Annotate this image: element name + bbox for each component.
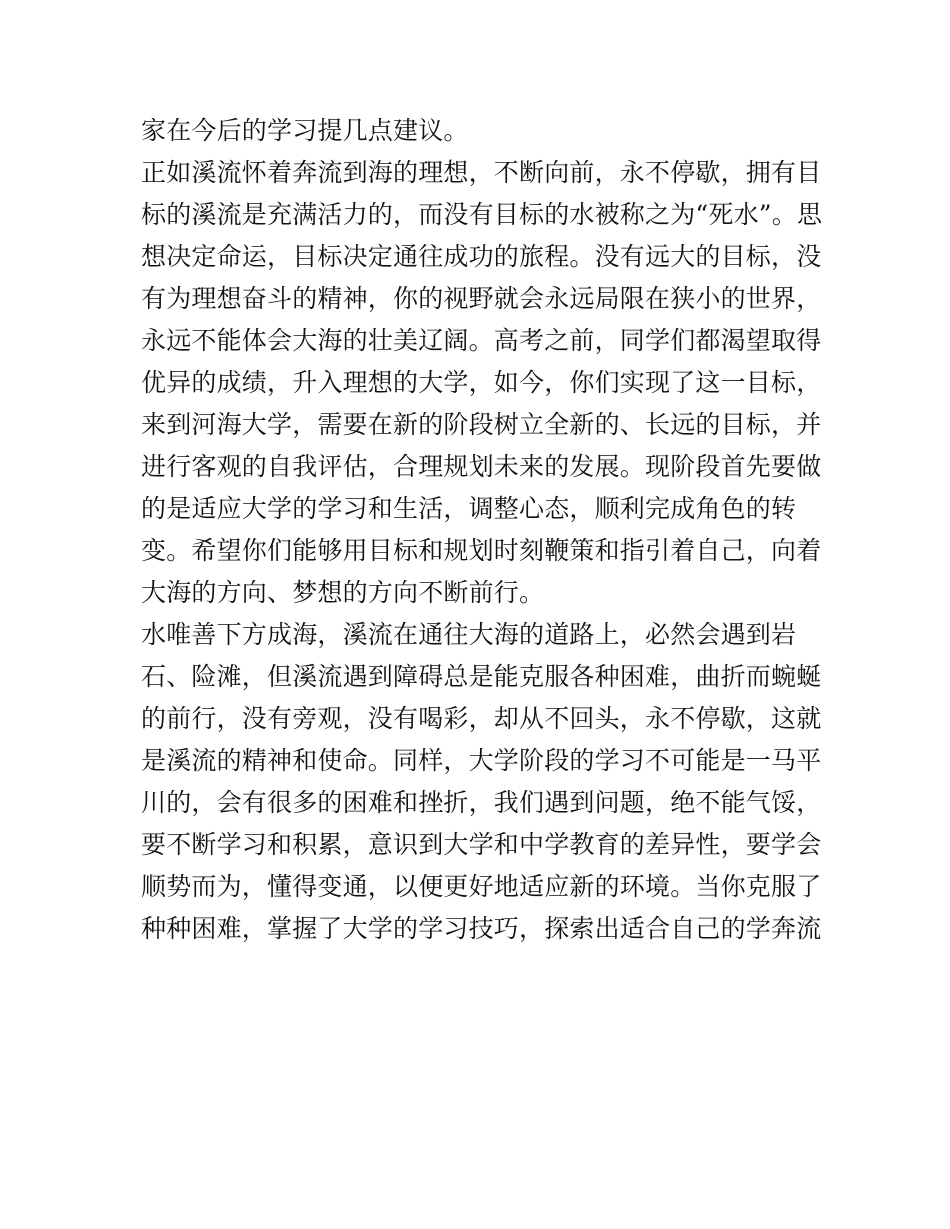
text-line: 进行客观的自我评估，合理规划未来的发展。现阶段首先要做 — [141, 452, 822, 481]
text-line: 的是适应大学的学习和生活，调整心态，顺利完成角色的转 — [141, 494, 797, 523]
text-line: 的前行，没有旁观，没有喝彩，却从不回头，永不停歇，这就 — [141, 704, 822, 733]
text-line: 是溪流的精神和使命。同样，大学阶段的学习不可能是一马平 — [141, 746, 822, 775]
text-line: 顺势而为，懂得变通，以便更好地适应新的环境。当你克服了 — [141, 872, 822, 901]
text-line: 家在今后的学习提几点建议。 — [141, 116, 469, 145]
body-text — [141, 110, 821, 950]
text-line: 有为理想奋斗的精神，你的视野就会永远局限在狭小的世界， — [141, 284, 822, 313]
text-line: 来到河海大学，需要在新的阶段树立全新的、长远的目标，并 — [141, 410, 822, 439]
text-line: 想决定命运，目标决定通往成功的旅程。没有远大的目标，没 — [141, 242, 822, 271]
text-line: 要不断学习和积累，意识到大学和中学教育的差异性，要学会 — [141, 830, 822, 859]
text-line: 正如溪流怀着奔流到海的理想，不断向前，永不停歇，拥有目 — [141, 158, 822, 187]
text-line: 种种困难，掌握了大学的学习技巧，探索出适合自己的学奔流 — [141, 914, 822, 943]
text-line: 永远不能体会大海的壮美辽阔。高考之前，同学们都渴望取得 — [141, 326, 822, 355]
text-line: 变。希望你们能够用目标和规划时刻鞭策和指引着自己，向着 — [141, 536, 822, 565]
text-line: 石、险滩，但溪流遇到障碍总是能克服各种困难，曲折而蜿蜒 — [141, 662, 822, 691]
text-line: 水唯善下方成海，溪流在通往大海的道路上，必然会遇到岩 — [141, 620, 797, 649]
text-line: 标的溪流是充满活力的，而没有目标的水被称之为“死水”。思 — [141, 200, 823, 229]
text-line: 大海的方向、梦想的方向不断前行。 — [141, 578, 545, 607]
text-line: 川的，会有很多的困难和挫折，我们遇到问题，绝不能气馁， — [141, 788, 822, 817]
text-line: 优异的成绩，升入理想的大学，如今，你们实现了这一目标， — [141, 368, 822, 397]
